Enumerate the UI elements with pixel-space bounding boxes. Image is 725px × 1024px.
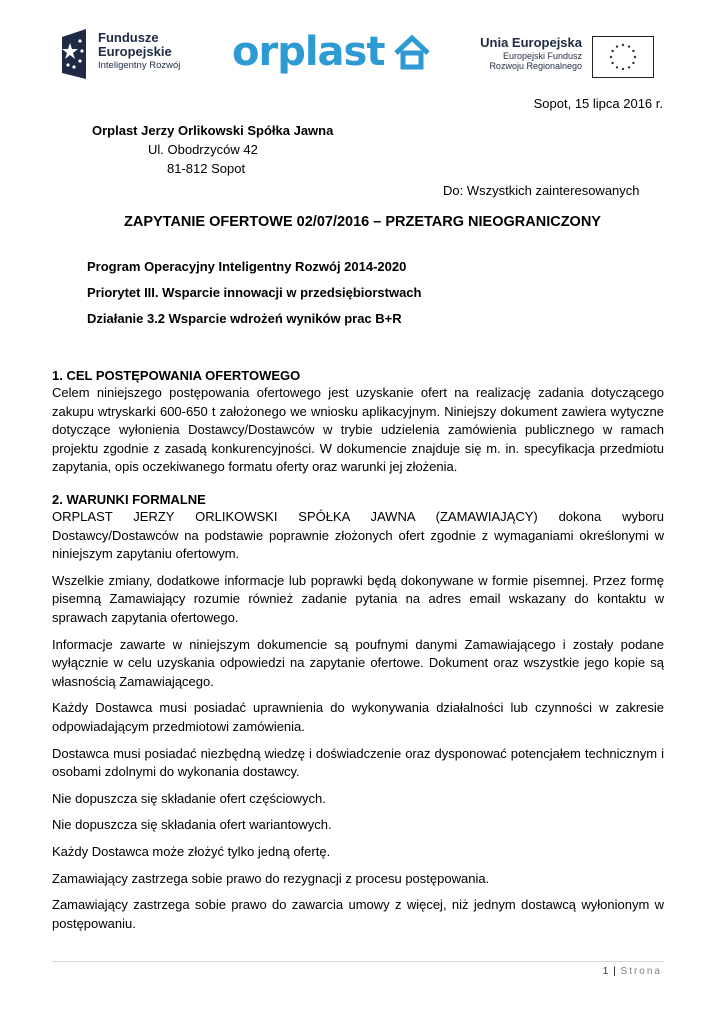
paragraph: Zamawiający zastrzega sobie prawo do zawarcia umowy z więcej, niż jednym dostawcą wyłonionym w postępowaniu. [52,897,664,931]
fe-logo-line1: Fundusze [98,30,159,45]
page-number: 1 [602,966,609,977]
recipient: Do: Wszystkich zainteresowanych [443,183,640,198]
paragraph: Każdy Dostawca musi posiadać uprawnienia do wykonywania działalności lub czynności w zakresie odpowiadającym przedmiotowi zamówienia. [52,700,664,734]
paragraph: Każdy Dostawca może złożyć tylko jedną ofertę. [52,843,331,859]
fe-star-icon [60,29,90,79]
page-footer [603,966,662,977]
footer-separator: | [613,966,616,977]
letter-date: Sopot, 15 lipca 2016 r. [533,96,663,111]
sender-street: Ul. Obodrzyców 42 [148,142,258,157]
eu-flag-icon [592,36,654,78]
unia-europejska-logo [470,36,660,80]
eu-logo-line3: Rozwoju Regionalnego [489,61,582,72]
fundusze-europejskie-logo [60,29,210,81]
eu-logo-line2: Europejski Fundusz [502,51,582,62]
footer-divider [52,961,664,962]
section-formal-conditions [52,491,664,933]
sender-name: Orplast Jerzy Orlikowski Spółka Jawna [92,123,334,138]
fe-logo-line2: Europejskie [98,44,172,59]
section-heading: 2. WARUNKI FORMALNE [52,492,206,507]
fe-logo-line3: Inteligentny Rozwój [98,60,181,71]
paragraph: Informacje zawarte w niniejszym dokumencie są poufnymi danymi Zamawiającego i zostały podane wyłącznie w celu uzyskania odpowiedzi na zapytanie ofertowe. Dokument oraz wszystkie jego kopie są własnością Zamawiającego. [52,636,664,689]
paragraph: Nie dopuszcza się składanie ofert częściowych. [52,790,326,806]
house-icon [392,33,432,73]
program-line: Program Operacyjny Inteligentny Rozwój 2014-2020 [87,259,407,274]
paragraph: Dostawca musi posiadać niezbędną wiedzę i doświadczenie oraz dysponować potencjałem technicznym i osobami zdolnymi do wykonania dostawcy. [52,745,664,780]
paragraph: ORPLAST JERZY ORLIKOWSKI SPÓŁKA JAWNA (ZAMAWIAJĄCY) dokona wyboru Dostawcy/Dostawców na podstawie poprawnie złożonych ofert zgodnie z wymaganiami określonymi w niniejszym zapytaniu ofertowym. [52,509,664,562]
sender-city: 81-812 Sopot [167,161,246,176]
paragraph: Celem niniejszego postępowania ofertowego jest uzyskanie ofert na realizację zadania dotyczącego zakupu wtryskarki 600-650 t założonego we wniosku aplikacyjnym. Niniejszy dokument zawiera wytyczne dotyczące wyłonienia Dostawcy/Dostawców w trybie udzielenia zamówienia publicznego w ramach projektu zgodnie z zasadą konkurencyjności. W dokumencie znajduje się m. in. specyfikacja przedmiotu zapytania, opis oczekiwanego formatu oferty oraz warunki jej złożenia. [52,385,664,475]
section-purpose [52,367,664,477]
document-title: ZAPYTANIE OFERTOWE 02/07/2016 – PRZETARG NIEOGRANICZONY [124,214,601,230]
page-label: Strona [620,966,662,977]
eu-logo-line1: Unia Europejska [480,35,582,50]
priority-line: Priorytet III. Wsparcie innowacji w przedsiębiorstwach [87,285,422,300]
orplast-logo-word: orplast [232,29,385,75]
paragraph: Zamawiający zastrzega sobie prawo do rezygnacji z procesu postępowania. [52,870,490,886]
orplast-logo [232,29,442,75]
paragraph: Wszelkie zmiany, dodatkowe informacje lub poprawki będą dokonywane w formie pisemnej. Przez formę pisemną Zamawiający rozumie również zadanie pytania na adres email wskazany do kontaktu w sprawach zapytania ofertowego. [52,572,664,625]
paragraph: Nie dopuszcza się składania ofert wariantowych. [52,817,332,833]
section-heading: 1. CEL POSTĘPOWANIA OFERTOWEGO [52,368,301,383]
action-line: Działanie 3.2 Wsparcie wdrożeń wyników prac B+R [87,311,402,326]
